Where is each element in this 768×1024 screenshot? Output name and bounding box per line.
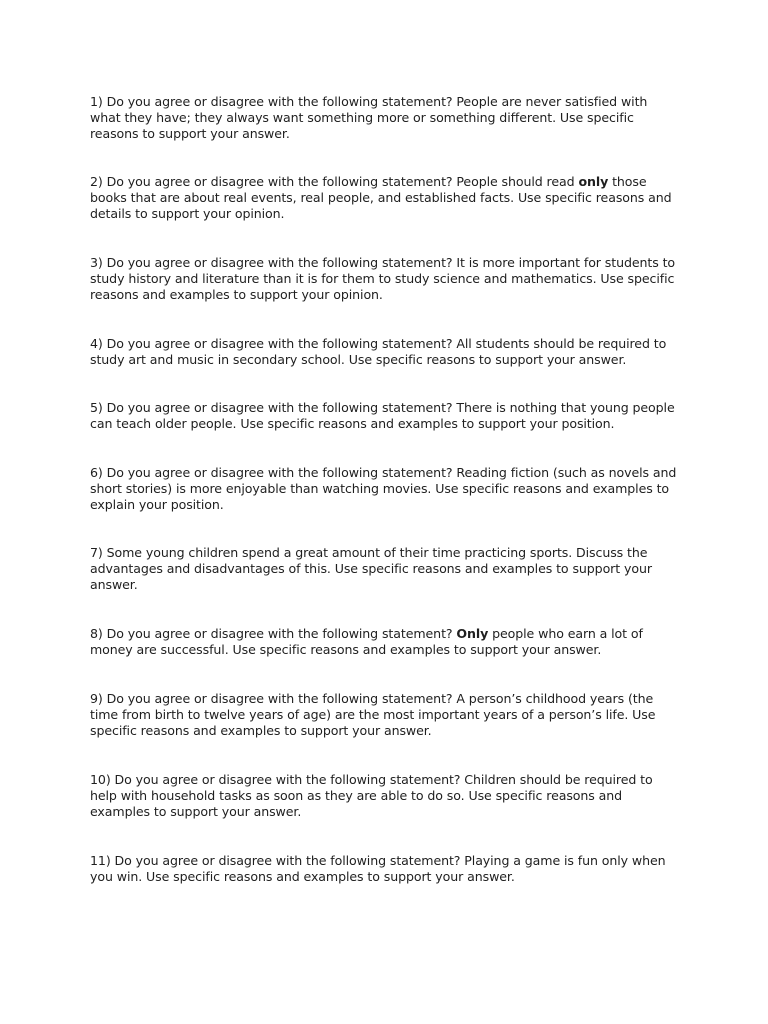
question-text: Some young children spend a great amount of their time practicing sports. Discuss the advantages and disadvantages of this. Use specific reasons and examples to support your answer. [90, 545, 652, 593]
question-number: 8) [90, 626, 103, 641]
question-8 [90, 626, 680, 658]
question-text: Do you agree or disagree with the following statement? A person’s childhood years (the time from birth to twelve years of age) are the most important years of a person’s life. Use specific reasons and examples to support your answer. [90, 691, 656, 739]
question-text: Do you agree or disagree with the following statement? [106, 626, 457, 641]
question-text: Do you agree or disagree with the following statement? All students should be required to study art and music in secondary school. Use specific reasons to support your answer. [90, 336, 667, 368]
question-number: 9) [90, 691, 103, 706]
question-number: 3) [90, 255, 103, 270]
question-text: Do you agree or disagree with the following statement? There is nothing that young people can teach older people. Use specific reasons and examples to support your position. [90, 400, 675, 432]
question-text: Do you agree or disagree with the following statement? People are never satisfied with what they have; they always want something more or something different. Use specific reasons to support your answer. [90, 94, 648, 142]
question-3 [90, 255, 680, 304]
question-9 [90, 691, 680, 740]
question-2 [90, 174, 680, 223]
question-text: Do you agree or disagree with the following statement? Children should be required to help with household tasks as soon as they are able to do so. Use specific reasons and examples to support your answer. [90, 772, 653, 820]
question-number: 4) [90, 336, 103, 351]
question-text-continued: those books that are about real events, real people, and established facts. Use specific reasons and details to support your opinion. [90, 174, 672, 222]
question-number: 1) [90, 94, 103, 109]
question-1 [90, 94, 680, 143]
question-emphasis: only [578, 174, 609, 189]
question-text: Do you agree or disagree with the following statement? Playing a game is fun only when you win. Use specific reasons and examples to support your answer. [90, 853, 666, 885]
question-number: 6) [90, 465, 103, 480]
question-number: 2) [90, 174, 103, 189]
question-text: Do you agree or disagree with the following statement? Reading fiction (such as novels and short stories) is more enjoyable than watching movies. Use specific reasons and examples to explain your position. [90, 465, 677, 513]
question-4 [90, 336, 680, 368]
question-10 [90, 772, 680, 821]
question-text-continued: people who earn a lot of money are successful. Use specific reasons and examples to support your answer. [90, 626, 643, 658]
question-text: Do you agree or disagree with the following statement? People should read [106, 174, 579, 189]
question-number: 5) [90, 400, 103, 415]
question-number: 11) [90, 853, 111, 868]
question-11 [90, 853, 680, 885]
question-text: Do you agree or disagree with the following statement? It is more important for students to study history and literature than it is for them to study science and mathematics. Use specific reasons and examples to support your opinion. [90, 255, 676, 303]
question-emphasis: Only [456, 626, 489, 641]
question-number: 10) [90, 772, 111, 787]
question-6 [90, 465, 680, 514]
question-number: 7) [90, 545, 103, 560]
question-5 [90, 400, 680, 432]
question-7 [90, 545, 680, 594]
